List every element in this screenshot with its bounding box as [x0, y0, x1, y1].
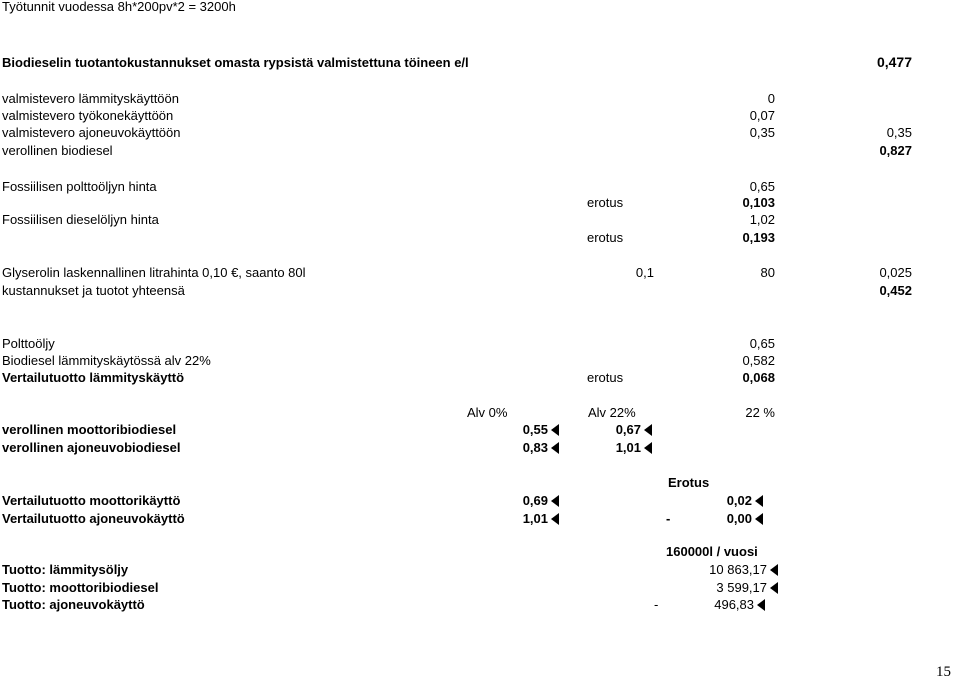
- euro-icon: [755, 513, 763, 525]
- erotus-header: Erotus: [668, 475, 710, 490]
- comparison-row-value: 1,01: [522, 511, 548, 526]
- vat-row-label: verollinen ajoneuvobiodiesel: [2, 440, 181, 455]
- euro-icon: [551, 495, 559, 507]
- heating-oil-label: Polttoöljy: [2, 336, 55, 351]
- euro-icon: [770, 564, 778, 576]
- income-row-label: Tuotto: lämmitysöljy: [2, 562, 129, 577]
- income-row-sign: -: [654, 597, 659, 612]
- heating-yield-value: 0,068: [742, 370, 775, 385]
- vat-header-22: Alv 22%: [588, 405, 636, 420]
- tax-label-heating: valmistevero lämmityskäyttöön: [2, 91, 179, 106]
- comparison-row-sign: -: [666, 511, 671, 526]
- heating-bio-label: Biodiesel lämmityskäytössä alv 22%: [2, 353, 211, 368]
- vat-row-alv22: 0,67: [615, 422, 641, 437]
- tax-value-machine: 0,07: [749, 108, 775, 123]
- vat-row-alv0: 0,55: [522, 422, 548, 437]
- taxed-biodiesel-value: 0,827: [879, 143, 912, 158]
- tax-value-vehicle: 0,35: [749, 125, 775, 140]
- erotus-value-1: 0,103: [742, 195, 775, 210]
- totals-value: 0,452: [879, 283, 912, 298]
- heating-bio-value: 0,582: [742, 353, 775, 368]
- income-row-value: 3 599,17: [716, 580, 767, 595]
- totals-label: kustannukset ja tuotot yhteensä: [2, 283, 185, 298]
- income-row-label: Tuotto: ajoneuvokäyttö: [2, 597, 145, 612]
- tax-value-heating: 0: [767, 91, 775, 106]
- tax-label-vehicle: valmistevero ajoneuvokäyttöön: [2, 125, 181, 140]
- euro-icon: [551, 513, 559, 525]
- euro-icon: [770, 582, 778, 594]
- production-cost-value: 0,477: [876, 54, 912, 70]
- comparison-row-label: Vertailutuotto ajoneuvokäyttö: [2, 511, 185, 526]
- erotus-value-2: 0,193: [742, 230, 775, 245]
- production-cost-label: Biodieselin tuotantokustannukset omasta rypsistä valmistettuna töineen e/l: [2, 55, 469, 70]
- heating-erotus-label: erotus: [587, 370, 624, 385]
- income-row-label: Tuotto: moottoribiodiesel: [2, 580, 159, 595]
- glycerol-yield: 80: [760, 265, 775, 280]
- erotus-label-1: erotus: [587, 195, 624, 210]
- comparison-row-label: Vertailutuotto moottorikäyttö: [2, 493, 181, 508]
- income-row-value: 10 863,17: [709, 562, 767, 577]
- euro-icon: [644, 442, 652, 454]
- vat-row-alv22: 1,01: [615, 440, 641, 455]
- tax-label-machine: valmistevero työkonekäyttöön: [2, 108, 174, 123]
- euro-icon: [757, 599, 765, 611]
- taxed-biodiesel-label: verollinen biodiesel: [2, 143, 113, 158]
- page-title: Työtunnit vuodessa 8h*200pv*2 = 3200h: [2, 0, 236, 14]
- euro-icon: [551, 442, 559, 454]
- fossil-diesel-label: Fossiilisen dieselöljyn hinta: [2, 212, 159, 227]
- euro-icon: [755, 495, 763, 507]
- comparison-row-value: 0,69: [522, 493, 548, 508]
- income-header: 160000l / vuosi: [666, 544, 758, 559]
- heating-oil-value: 0,65: [749, 336, 775, 351]
- fossil-heating-value: 0,65: [749, 179, 775, 194]
- fossil-heating-label: Fossiilisen polttoöljyn hinta: [2, 179, 157, 194]
- glycerol-label: Glyserolin laskennallinen litrahinta 0,10 €, saanto 80l: [2, 265, 306, 280]
- vat-header-percent: 22 %: [745, 405, 775, 420]
- comparison-row-diff: 0,02: [726, 493, 752, 508]
- euro-icon: [551, 424, 559, 436]
- page-number: 15: [936, 664, 951, 680]
- vat-header-0: Alv 0%: [467, 405, 508, 420]
- glycerol-price: 0,1: [635, 265, 654, 280]
- fossil-diesel-value: 1,02: [749, 212, 775, 227]
- glycerol-value: 0,025: [879, 265, 912, 280]
- comparison-row-diff: 0,00: [726, 511, 752, 526]
- euro-icon: [644, 424, 652, 436]
- income-row-value: 496,83: [714, 597, 754, 612]
- heating-yield-label: Vertailutuotto lämmityskäyttö: [2, 370, 185, 385]
- vat-row-alv0: 0,83: [522, 440, 548, 455]
- tax-value-vehicle-total: 0,35: [886, 125, 912, 140]
- erotus-label-2: erotus: [587, 230, 624, 245]
- vat-row-label: verollinen moottoribiodiesel: [2, 422, 177, 437]
